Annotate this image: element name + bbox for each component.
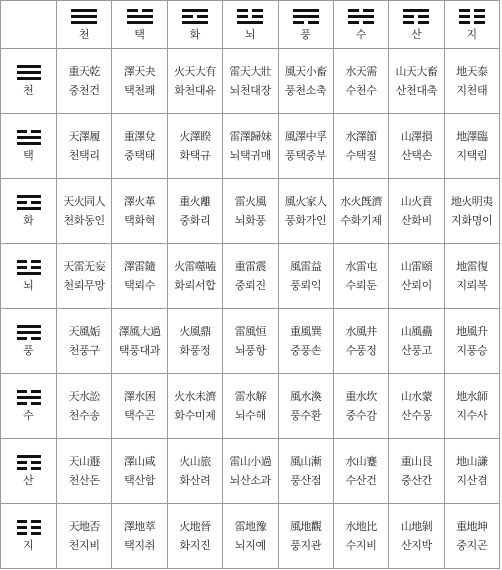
row-header [1,179,57,244]
hexagram-cell [389,504,444,569]
hexagram-korean-name: 뇌풍항 [234,343,266,357]
hexagram-cell [444,244,499,309]
trigram-label: 택 [23,149,34,162]
trigram-symbol-icon [71,9,97,24]
hexagram-korean-name: 지수사 [456,408,488,422]
hexagram-korean-name: 풍지관 [290,538,322,552]
hexagram-hanja-name: 水火旣濟 [340,194,383,208]
hexagram-cell [278,504,333,569]
broken-line [403,15,429,18]
hexagram-cell [444,504,499,569]
trigram-symbol-icon [182,9,208,24]
hexagram-korean-name: 중수감 [345,408,377,422]
solid-line [17,136,41,139]
trigram-label: 산 [411,27,422,41]
hexagram-hanja-name: 山天大畜 [395,64,438,78]
hexagram-cell [167,439,222,504]
solid-line [293,15,319,18]
hexagram-hanja-name: 火山旅 [179,454,211,468]
hexagram-korean-name: 화산려 [179,473,211,487]
hexagram-cell [389,114,444,179]
solid-line [71,15,97,18]
broken-line [459,15,485,18]
hexagram-korean-name: 풍뢰익 [290,278,322,292]
broken-line [17,467,41,470]
trigram-label: 산 [23,474,34,487]
solid-line [17,65,41,68]
hexagram-korean-name: 수뢰둔 [345,278,377,292]
broken-line [17,260,41,263]
hexagram-hanja-name: 澤山咸 [123,454,156,468]
broken-line [17,532,41,535]
solid-line [293,9,319,12]
solid-line [71,21,97,24]
hexagram-cell [333,374,388,439]
column-header [389,1,444,49]
table-row [1,244,500,309]
solid-line [17,195,41,198]
hexagram-cell [167,179,222,244]
trigram-symbol-icon [17,260,41,275]
hexagram-cell [278,49,333,114]
hexagram-cell [57,504,112,569]
hexagram-cell [112,244,167,309]
hexagram-hanja-name: 地山謙 [456,454,488,468]
hexagram-korean-name: 수택절 [345,148,377,162]
column-header [278,1,333,49]
hexagram-korean-name: 천뢰무망 [63,278,105,292]
hexagram-korean-name: 화천대유 [174,83,216,97]
hexagram-hanja-name: 雷天大壯 [229,64,272,78]
hexagram-korean-name: 뇌택귀매 [229,148,271,162]
broken-line [348,9,374,12]
hexagram-korean-name: 수풍정 [345,343,377,357]
hexagram-korean-name: 뇌화풍 [234,213,266,227]
column-header [167,1,222,49]
trigram-symbol-icon [403,9,429,24]
corner-cell [1,1,57,49]
hexagram-cell [333,179,388,244]
table-row [1,439,500,504]
hexagram-korean-name: 풍산점 [290,473,322,487]
hexagram-korean-name: 화택규 [179,148,211,162]
hexagram-hanja-name: 重火離 [179,194,211,208]
hexagram-korean-name: 뇌천대장 [229,83,271,97]
hexagram-hanja-name: 天風姤 [68,324,100,338]
broken-line [237,9,263,12]
hexagram-korean-name: 지화명이 [451,213,493,227]
row-header [1,49,57,114]
row-header [1,439,57,504]
trigram-label: 뇌 [23,279,34,292]
hexagram-cell [57,179,112,244]
hexagram-cell [333,439,388,504]
hexagram-korean-name: 중화리 [179,213,211,227]
broken-line [459,21,485,24]
hexagram-korean-name: 천택리 [68,148,100,162]
solid-line [403,9,429,12]
trigram-label: 택 [134,27,145,41]
hexagram-cell [444,374,499,439]
table-row [1,49,500,114]
hexagram-cell [278,439,333,504]
broken-line [17,130,41,133]
hexagram-hanja-name: 山風蠱 [400,324,433,338]
hexagram-korean-name: 중산간 [400,473,432,487]
trigram-label: 풍 [23,344,34,357]
hexagram-hanja-name: 山澤損 [400,129,433,143]
hexagram-cell [112,49,167,114]
hexagram-hanja-name: 雷地豫 [234,519,267,533]
trigram-symbol-icon [17,195,41,210]
hexagram-hanja-name: 火風鼎 [179,324,211,338]
hexagram-hanja-name: 風雷益 [289,259,322,273]
hexagram-cell [444,179,499,244]
hexagram-korean-name: 지택림 [456,148,488,162]
hexagram-hanja-name: 風澤中孚 [284,129,327,143]
hexagram-cell [167,244,222,309]
hexagram-cell [167,309,222,374]
hexagram-cell [57,114,112,179]
solid-line [17,455,41,458]
hexagram-korean-name: 중뢰진 [234,278,266,292]
hexagram-hanja-name: 山火賁 [400,194,433,208]
hexagram-cell [167,374,222,439]
trigram-symbol-icon [17,455,41,470]
hexagram-hanja-name: 地火明夷 [450,194,493,208]
hexagram-korean-name: 산천대축 [395,83,438,97]
hexagram-hanja-name: 風天小畜 [284,64,327,78]
hexagram-korean-name: 산풍고 [400,343,432,357]
hexagram-hanja-name: 雷火風 [234,194,267,208]
solid-line [127,21,153,24]
broken-line [17,461,41,464]
row-header [1,114,57,179]
solid-line [17,325,41,328]
broken-line [293,21,319,24]
row-header [1,374,57,439]
hexagram-hanja-name: 雷山小過 [229,454,272,468]
hexagram-korean-name: 택화혁 [124,213,156,227]
hexagram-cell [444,309,499,374]
hexagram-hanja-name: 天水訟 [68,389,100,403]
trigram-symbol-icon [17,65,41,80]
hexagram-korean-name: 택수곤 [124,408,156,422]
trigram-symbol-icon [127,9,153,24]
hexagram-korean-name: 지산겸 [456,473,488,487]
trigram-symbol-icon [17,520,41,535]
hexagram-cell [223,439,278,504]
hexagram-korean-name: 수지비 [345,538,377,552]
hexagram-hanja-name: 水風井 [345,324,377,338]
trigram-symbol-icon [459,9,485,24]
hexagram-korean-name: 산택손 [400,148,432,162]
hexagram-hanja-name: 雷水解 [234,389,267,403]
trigram-label: 천 [78,27,90,41]
hexagram-hanja-name: 山地剝 [400,519,433,533]
hexagram-korean-name: 천산돈 [68,473,100,487]
solid-line [182,21,208,24]
broken-line [17,266,41,269]
trigram-label: 수 [23,409,34,422]
column-header [57,1,112,49]
column-header [112,1,167,49]
solid-line [71,9,97,12]
solid-line [17,71,41,74]
hexagram-hanja-name: 水山蹇 [345,454,377,468]
hexagram-hanja-name: 地水師 [456,389,488,403]
hexagram-cell [333,309,388,374]
hexagram-korean-name: 산화비 [400,213,432,227]
hexagram-hanja-name: 地雷復 [456,259,488,273]
hexagram-korean-name: 천화동인 [63,213,105,227]
table-row [1,374,500,439]
hexagram-korean-name: 지천태 [456,83,488,97]
hexagram-hanja-name: 澤天夬 [123,64,156,78]
hexagram-hanja-name: 風火家人 [284,194,327,208]
solid-line [17,142,41,145]
solid-line [237,21,263,24]
hexagram-korean-name: 화지진 [179,538,211,552]
hexagram-cell [389,244,444,309]
hexagram-hanja-name: 水地比 [345,519,377,533]
hexagram-cell [389,179,444,244]
hexagram-korean-name: 택뢰수 [124,278,156,292]
broken-line [17,390,41,393]
hexagram-korean-name: 산지박 [400,538,432,552]
hexagram-korean-name: 수화기제 [340,213,382,227]
hexagram-cell [57,439,112,504]
hexagram-korean-name: 중천건 [68,83,100,97]
broken-line [182,15,208,18]
hexagram-cell [333,49,388,114]
hexagram-cell [57,309,112,374]
trigram-label: 뇌 [244,27,256,41]
broken-line [237,15,263,18]
broken-line [17,402,41,405]
hexagram-hanja-name: 地風升 [456,324,488,338]
table-row [1,504,500,569]
hexagram-hanja-name: 水澤節 [345,129,377,143]
hexagram-cell [278,244,333,309]
hexagram-cell [223,179,278,244]
hexagram-korean-name: 뇌산소과 [229,473,271,487]
hexagram-cell [333,504,388,569]
trigram-symbol-icon [17,390,41,405]
solid-line [17,272,41,275]
trigram-symbol-icon [237,9,263,24]
hexagram-hanja-name: 天雷无妄 [63,259,106,273]
hexagram-hanja-name: 火澤睽 [179,129,211,143]
hexagram-korean-name: 지풍승 [456,343,488,357]
hexagram-korean-name: 풍택중부 [285,148,327,162]
row-header [1,309,57,374]
hexagram-cell [112,504,167,569]
hexagram-hanja-name: 地澤臨 [456,129,488,143]
hexagram-korean-name: 천수송 [68,408,100,422]
trigram-label: 천 [23,84,34,97]
hexagram-cell [444,439,499,504]
hexagram-korean-name: 풍천소축 [285,83,327,97]
hexagram-cell [223,374,278,439]
broken-line [403,21,429,24]
column-header [333,1,388,49]
broken-line [459,9,485,12]
hexagram-korean-name: 화풍정 [179,343,211,357]
hexagram-cell [223,114,278,179]
hexagram-hanja-name: 天山遯 [68,454,100,468]
hexagram-hanja-name: 水天需 [345,64,377,78]
solid-line [17,77,41,80]
hexagram-cell [223,309,278,374]
hexagram-korean-name: 산수몽 [400,408,432,422]
trigram-symbol-icon [293,9,319,24]
hexagram-korean-name: 뇌지예 [234,538,266,552]
table-row [1,179,500,244]
hexagram-cell [223,49,278,114]
hexagram-korean-name: 산뢰이 [400,278,432,292]
hexagram-korean-name: 택지취 [124,538,156,552]
hexagram-cell [112,374,167,439]
broken-line [17,520,41,523]
hexagram-cell [57,244,112,309]
hexagram-cell [444,114,499,179]
hexagram-cell [333,244,388,309]
hexagram-hanja-name: 地天泰 [456,64,488,78]
hexagram-hanja-name: 重山艮 [400,454,433,468]
hexagram-cell [223,244,278,309]
hexagram-korean-name: 지뢰복 [456,278,488,292]
hexagram-cell [167,504,222,569]
hexagram-hanja-name: 風水渙 [289,389,322,403]
trigram-label: 수 [355,27,367,41]
hexagram-cell [278,179,333,244]
hexagram-cell [278,114,333,179]
hexagram-cell [57,49,112,114]
row-header [1,504,57,569]
hexagram-cell [167,49,222,114]
hexagram-korean-name: 중지곤 [456,538,488,552]
trigram-label: 지 [23,539,34,552]
solid-line [17,396,41,399]
solid-line [127,15,153,18]
broken-line [17,337,41,340]
hexagram-korean-name: 택천쾌 [124,83,156,97]
hexagram-korean-name: 뇌수해 [234,408,266,422]
trigram-label: 지 [466,27,478,41]
hexagram-korean-name: 천풍구 [68,343,100,357]
hexagram-hanja-name: 水雷屯 [345,259,377,273]
hexagram-korean-name: 화수미제 [174,408,216,422]
hexagram-korean-name: 풍화가인 [285,213,327,227]
broken-line [17,201,41,204]
hexagram-hanja-name: 澤雷隨 [123,259,156,273]
hexagram-cell [444,49,499,114]
hexagram-hanja-name: 火雷噬嗑 [173,259,216,273]
hexagram-cell [389,49,444,114]
hexagram-cell [389,309,444,374]
header-row [1,1,500,49]
hexagram-korean-name: 수산건 [345,473,377,487]
trigram-symbol-icon [17,325,41,340]
hexagram-hanja-name: 火水未濟 [173,389,216,403]
hexagram-korean-name: 수천수 [345,83,377,97]
column-header [444,1,499,49]
hexagram-hanja-name: 重地坤 [456,519,488,533]
trigram-label: 화 [23,214,34,227]
hexagram-cell [112,179,167,244]
broken-line [127,9,153,12]
hexagram-cell [112,114,167,179]
hexagram-korean-name: 중풍손 [290,343,322,357]
hexagram-hanja-name: 火天大有 [173,64,216,78]
hexagram-hanja-name: 風地觀 [289,519,322,533]
trigram-label: 풍 [300,27,311,41]
hexagram-cell [223,504,278,569]
hexagram-hanja-name: 澤風大過 [118,324,161,338]
hexagram-hanja-name: 雷澤歸妹 [229,129,272,143]
hexagram-korean-name: 중택태 [124,148,156,162]
hexagram-hanja-name: 天地否 [68,519,100,533]
hexagram-hanja-name: 重風巽 [289,324,322,338]
broken-line [348,21,374,24]
hexagram-korean-name: 화뢰서합 [174,278,216,292]
hexagram-cell [112,309,167,374]
hexagram-korean-name: 택산함 [124,473,156,487]
trigram-symbol-icon [348,9,374,24]
hexagram-hanja-name: 天澤履 [68,129,100,143]
hexagram-hanja-name: 天火同人 [63,194,106,208]
row-header [1,244,57,309]
hexagram-cell [389,439,444,504]
hexagram-hanja-name: 風山漸 [289,454,322,468]
hexagram-hanja-name: 澤地萃 [123,519,156,533]
hexagram-hanja-name: 山水蒙 [400,389,433,403]
trigram-label: 화 [189,27,201,41]
hexagram-hanja-name: 重澤兌 [123,129,156,143]
hexagram-cell [389,374,444,439]
hexagram-hanja-name: 重天乾 [68,64,100,78]
column-header [223,1,278,49]
table-row [1,309,500,374]
hexagram-korean-name: 풍수환 [290,408,322,422]
hexagram-cell [333,114,388,179]
solid-line [182,9,208,12]
hexagram-korean-name: 택풍대과 [118,343,161,357]
broken-line [17,526,41,529]
hexagram-cell [278,309,333,374]
table-row [1,114,500,179]
hexagram-hanja-name: 澤水困 [123,389,156,403]
hexagram-hanja-name: 澤火革 [123,194,156,208]
solid-line [17,331,41,334]
hexagram-hanja-name: 重雷震 [234,259,267,273]
hexagram-cell [57,374,112,439]
hexagram-cell [278,374,333,439]
trigram-symbol-icon [17,130,41,145]
hexagram-korean-name: 천지비 [68,538,100,552]
hexagram-hanja-name: 重水坎 [345,389,377,403]
solid-line [17,207,41,210]
hexagram-hanja-name: 雷風恒 [234,324,267,338]
solid-line [348,15,374,18]
hexagram-cell [112,439,167,504]
hexagram-cell [167,114,222,179]
hexagram-hanja-name: 山雷頤 [400,259,433,273]
hexagram-hanja-name: 火地晉 [179,519,211,533]
